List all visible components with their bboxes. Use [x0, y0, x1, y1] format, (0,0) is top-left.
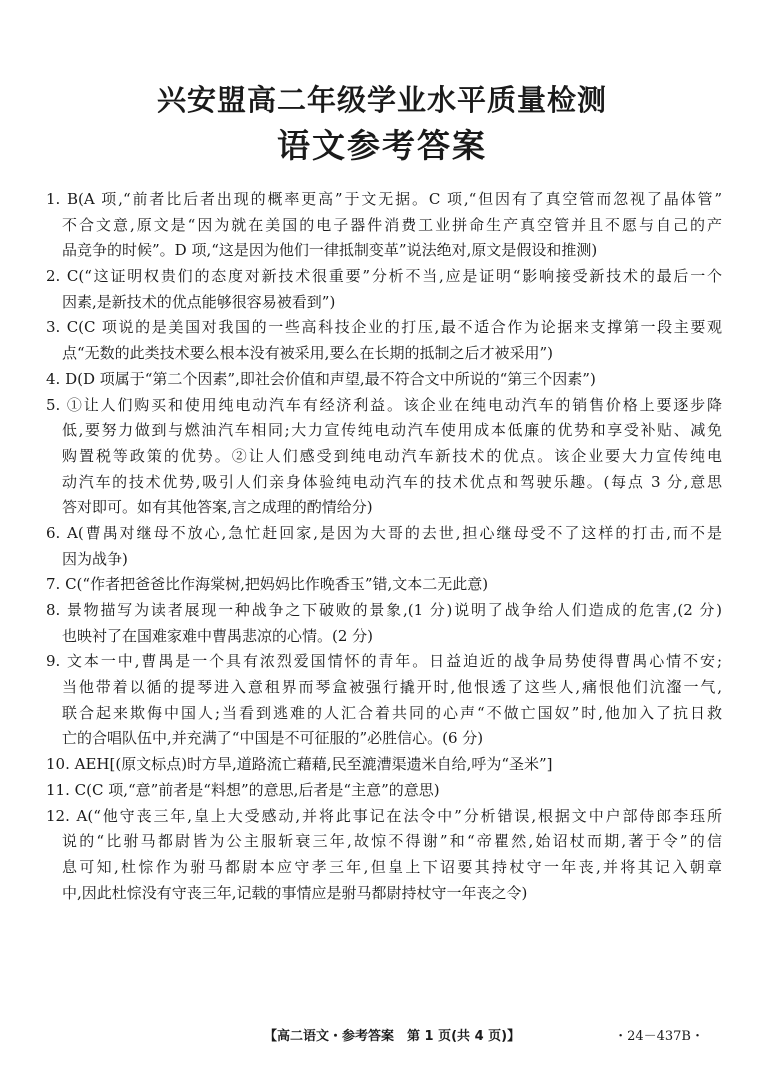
answer-line: 12. A(“他守丧三年,皇上大受感动,并将此事记在法令中”分析错误,根据文中户部侍郎李珏所: [46, 806, 722, 825]
answer-line: 不合文意,原文是“因为就在美国的电子器件消费工业拼命生产真空管并且不愿与自己的产: [62, 215, 722, 234]
answer-item: [46, 778, 722, 804]
answer-item: [46, 315, 722, 366]
answer-item: [46, 367, 722, 393]
answer-line: 10. AEH[(原文标点)时方旱,道路流亡藉藉,民至漉漕渠遗米自给,呼为“圣米”]: [46, 755, 553, 774]
answer-line: 4. D(D 项属于“第二个因素”,即社会价值和声望,最不符合文中所说的“第三个因素”): [46, 369, 596, 388]
answer-line: 7. C(“作者把爸爸比作海棠树,把妈妈比作晚香玉”错,文本二无此意): [46, 575, 489, 594]
document-title: 兴安盟高二年级学业水平质量检测: [156, 83, 607, 117]
answer-line: 因素,是新技术的优点能够很容易被看到”): [62, 292, 336, 311]
answer-item: [46, 804, 722, 907]
page-footer: [0, 1027, 764, 1047]
answer-item: [46, 521, 722, 572]
answer-line: 购置税等政策的优势。②让人们感受到纯电动汽车新技术的优点。该企业要大力宣传纯电: [62, 446, 722, 465]
answer-line: 低,要努力做到与燃油汽车相同;大力宣传纯电动汽车使用成本低廉的优势和享受补贴、减免: [62, 421, 722, 440]
footer-paper-code: ・24－437B・: [614, 1029, 704, 1044]
answer-item: [46, 752, 722, 778]
answer-line: 品竞争的时候”。D 项,“这是因为他们一律抵制变革”说法绝对,原文是假设和推测): [62, 241, 598, 260]
answer-item: [46, 598, 722, 649]
answer-line: 当他带着以循的提琴进入意租界而琴盒被强行撬开时,他恨透了这些人,痛恨他们沆瀣一气,: [62, 678, 722, 697]
answer-list: [46, 187, 722, 906]
answer-item: [46, 572, 722, 598]
answer-line: 9. 文本一中,曹禺是一个具有浓烈爱国情怀的青年。日益迫近的战争局势使得曹禺心情不安;: [46, 652, 722, 671]
answer-line: 中,因此杜悰没有守丧三年,记载的事情应是驸马都尉持杖守一年丧之令): [62, 883, 528, 902]
answer-line: 动汽车的技术优势,吸引人们亲身体验纯电动汽车的技术优点和驾驶乐趣。(每点 3 分,意思: [62, 472, 722, 491]
answer-item: [46, 393, 722, 521]
answer-line: 5. ①让人们购买和使用纯电动汽车有经济利益。该企业在纯电动汽车的销售价格上要逐步降: [46, 395, 722, 414]
answer-line: 6. A(曹禺对继母不放心,急忙赶回家,是因为大哥的去世,担心继母受不了这样的打击,而不是: [46, 523, 722, 542]
answer-line: 联合起来欺侮中国人;当看到逃难的人汇合着共同的心声“不做亡国奴”时,他加入了抗日救: [62, 703, 722, 722]
answer-item: [46, 264, 722, 315]
answer-line: 8. 景物描写为读者展现一种战争之下破败的景象,(1 分)说明了战争给人们造成的危害,(2 分): [46, 601, 722, 619]
answer-line: 说的“比驸马都尉皆为公主服斩衰三年,故惊不得谢”和“帝瞿然,始诏杖而期,著于令”的信: [62, 832, 722, 851]
answer-item: [46, 649, 722, 752]
answer-line: 因为战争): [62, 549, 128, 568]
answer-item: [46, 187, 722, 264]
answer-line: 11. C(C 项,“意”前者是“料想”的意思,后者是“主意”的意思): [46, 780, 440, 799]
answer-line: 2. C(“这证明权贵们的态度对新技术很重要”分析不当,应是证明“影响接受新技术的最后一个: [46, 267, 722, 286]
answer-line: 答对即可。如有其他答案,言之成理的酌情给分): [62, 498, 373, 517]
answer-line: 亡的合唱队伍中,并充满了“中国是不可征服的”必胜信心。(6 分): [62, 729, 484, 748]
answer-line: 息可知,杜悰作为驸马都尉本应守孝三年,但皇上下诏要其持杖守一年丧,并将其记入朝章: [62, 857, 722, 876]
answer-line: 也映衬了在国难家难中曹禺悲凉的心情。(2 分): [62, 626, 374, 645]
answer-line: 3. C(C 项说的是美国对我国的一些高科技企业的打压,最不适合作为论据来支撑第一段主要观: [46, 318, 722, 337]
footer-page-info: 【高二语文・参考答案 第 1 页(共 4 页)】: [264, 1029, 521, 1044]
answer-line: 点“无数的此类技术要么根本没有被采用,要么在长期的抵制之后才被采用”): [62, 344, 553, 363]
document-subtitle: 语文参考答案: [277, 126, 487, 165]
answer-line: 1. B(A 项,“前者比后者出现的概率更高”于文无据。C 项,“但因有了真空管而忽视了晶体管”: [46, 190, 722, 208]
